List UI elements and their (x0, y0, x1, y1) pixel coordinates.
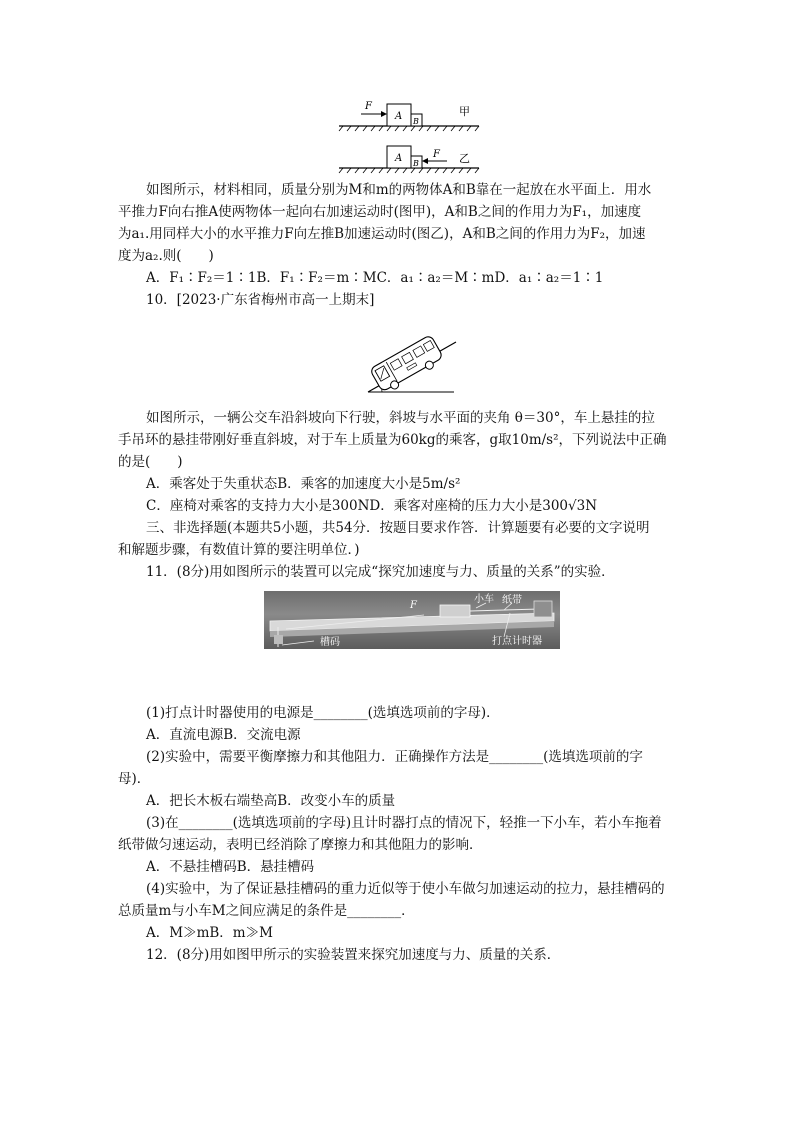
photo-label-timer: 打点计时器 (492, 636, 542, 647)
figure-yi (335, 140, 505, 174)
q10-options-cd: C．座椅对乘客的支持力大小是300ND．乘客对座椅的压力大小是300√3N (146, 498, 598, 514)
q11-part1: (1)打点计时器使用的电源是________(选填选项前的字母)． (146, 705, 500, 721)
fig-jia-b-label: B (413, 117, 419, 126)
q10-stem-line1: 如图所示，一辆公交车沿斜坡向下行驶，斜坡与水平面的夹角 θ＝30°，车上悬挂的拉 (146, 410, 655, 426)
section3-header-line2: 和解题步骤，有数值计算的要注明单位．) (118, 542, 360, 558)
q11-part3-line1: (3)在________(选填选项前的字母)且计时器打点的情况下，轻推一下小车，若小车拖着 (146, 815, 662, 831)
q11-part3-line2: 纸带做匀速运动，表明已经消除了摩擦力和其他阻力的影响． (118, 837, 483, 853)
q11-stem: 11．(8分)用如图所示的装置可以完成“探究加速度与力、质量的关系”的实验． (146, 564, 615, 580)
q11-part1-options: A．直流电源B．交流电源 (146, 727, 301, 743)
fig-jia-f-label: F (365, 101, 372, 112)
photo-label-f: F (410, 600, 417, 611)
fig-yi-a-label: A (395, 153, 403, 164)
photo-label-weight: 槽码 (320, 637, 340, 648)
q11-part2-options: A．把长木板右端垫高B．改变小车的质量 (146, 793, 396, 809)
photo-label-tape: 纸带 (502, 595, 522, 606)
fig-yi-b-label: B (413, 159, 419, 168)
section3-header-line1: 三、非选择题(本题共5小题，共54分．按题目要求作答．计算题要有必要的文字说明 (146, 520, 650, 536)
q10-options-ab: A．乘客处于失重状态B．乘客的加速度大小是5m/s² (146, 476, 461, 492)
q11-part2-line1: (2)实验中，需要平衡摩擦力和其他阻力．正确操作方法是________(选填选项前的字 (146, 749, 643, 765)
q11-part4-line2: 总质量m与小车M之间应满足的条件是________． (118, 903, 415, 919)
q9-stem-line4: 度为a₂.则( ) (118, 248, 214, 264)
fig-yi-caption: 乙 (459, 152, 470, 165)
apparatus-photo (264, 591, 560, 649)
q9-options: A．F₁∶F₂＝1∶1B．F₁∶F₂＝m∶MC．a₁∶a₂＝M∶mD．a₁∶a₂＝1∶1 (146, 270, 604, 286)
q10-header: 10．[2023·广东省梅州市高一上期末] (146, 292, 375, 308)
q9-stem-line2: 平推力F向右推A使两物体一起向右加速运动时(图甲)，A和B之间的作用力为F₁，加速度 (118, 204, 642, 220)
q12-stem: 12．(8分)用如图甲所示的实验装置来探究加速度与力、质量的关系． (146, 947, 561, 963)
figure-bus-slope (362, 312, 462, 396)
fig-jia-caption: 甲 (459, 105, 470, 118)
q10-stem-line3: 的是( ) (118, 454, 183, 470)
q11-part4-options: A．M≫mB．m≫M (146, 925, 273, 941)
photo-label-car: 小车 (474, 594, 494, 605)
fig-yi-f-label: F (433, 149, 440, 160)
fig-jia-a-label: A (395, 111, 403, 122)
q11-part3-options: A．不悬挂槽码B．悬挂槽码 (146, 859, 315, 875)
q11-part2-line2: 母)． (118, 771, 151, 787)
q9-stem-line1: 如图所示，材料相同，质量分别为M和m的两物体A和B靠在一起放在水平面上．用水 (146, 182, 652, 198)
figure-jia (335, 98, 505, 132)
q11-part4-line1: (4)实验中，为了保证悬挂槽码的重力近似等于使小车做匀加速运动的拉力，悬挂槽码的 (146, 881, 665, 897)
q9-stem-line3: 为a₁.用同样大小的水平推力F向左推B加速运动时(图乙)，A和B之间的作用力为F₂，加速 (118, 226, 646, 242)
q10-stem-line2: 手吊环的悬挂带刚好垂直斜坡，对于车上质量为60kg的乘客，g取10m/s²，下列说法中正确 (118, 432, 667, 448)
